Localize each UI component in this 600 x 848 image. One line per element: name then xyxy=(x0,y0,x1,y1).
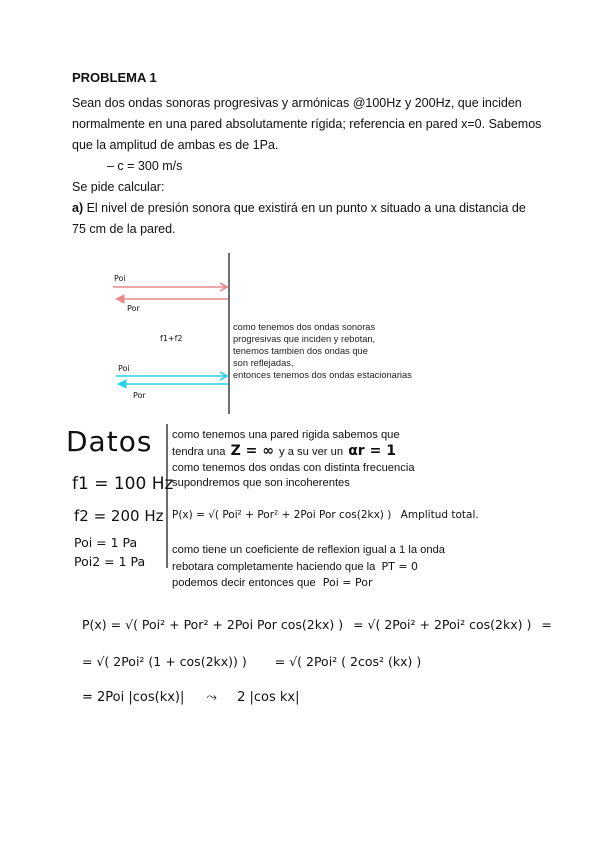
note-rigid-wall-line-1: como tenemos una pared rigida sabemos que xyxy=(172,429,400,441)
diagram-note-line-1: como tenemos dos ondas sonoras xyxy=(233,322,376,332)
problem-ask: Se pide calcular: xyxy=(72,180,165,194)
derivation-line-2-b: = √( 2Poi² ( 2cos² (kx) ) xyxy=(274,654,422,669)
datos-f2: f2 = 200 Hz xyxy=(74,507,164,525)
part-a-text: El nivel de presión sonora que existirá en un punto x situado a una distancia de xyxy=(83,201,526,215)
part-a-label: a) xyxy=(72,201,84,215)
note-reflection-line-3 xyxy=(172,575,373,592)
impedance-infinite: Z = ∞ xyxy=(230,443,274,459)
label-por-1: Por xyxy=(127,304,140,313)
derivation-line-3-a: = 2Poi |cos(kx)| xyxy=(82,690,185,705)
note-incoherent-line-1: como tenemos dos ondas con distinta frecuencia xyxy=(172,462,415,474)
diagram-note-line-4: son reflejadas, xyxy=(233,358,294,368)
problem-intro-line-1: Sean dos ondas sonoras progresivas y armónicas @100Hz y 200Hz, que inciden xyxy=(72,96,522,110)
note-rigid-wall-text-a: tendra una xyxy=(172,446,226,458)
derivation-arrow: ⤳ xyxy=(206,690,217,705)
formula-text: P(x) = √( Poi² + Por² + 2Poi Por cos(2kx) ) xyxy=(172,509,392,521)
datos-poi-2: Poi2 = 1 Pa xyxy=(74,554,146,569)
derivation-line-2-a: = √( 2Poi² (1 + cos(2kx)) ) xyxy=(82,654,247,669)
derivation-line-1 xyxy=(82,617,552,632)
diagram-note xyxy=(233,321,412,381)
note-rigid-wall-text-b: y a su ver un xyxy=(279,446,344,458)
derivation-mid: = √( 2Poi² + 2Poi² cos(2kx) ) xyxy=(353,617,532,632)
note-rigid-wall-line-2 xyxy=(172,444,396,461)
note-reflection-text-b: podemos decir entonces que xyxy=(172,577,316,589)
label-por-2: Por xyxy=(133,391,146,400)
derivation-line-3-b: 2 |cos kx| xyxy=(237,690,300,705)
datos-heading: Datos xyxy=(66,425,153,458)
derivation-line-1-end: = xyxy=(541,617,552,632)
problem-speed: – c = 300 m/s xyxy=(107,159,183,173)
total-amplitude-formula xyxy=(172,509,479,521)
problem-title: PROBLEMA 1 xyxy=(72,70,157,85)
note-reflection-line-2 xyxy=(172,559,418,576)
problem-intro-line-2: normalmente en una pared absolutamente rígida; referencia en pared x=0. Sabemos xyxy=(72,117,542,131)
note-incoherent-line-2: supondremos que son incoherentes xyxy=(172,477,350,489)
problem-part-a-line-2: 75 cm de la pared. xyxy=(72,222,176,236)
formula-tail: Amplitud total. xyxy=(400,509,479,521)
label-poi-1: Poi xyxy=(114,274,126,283)
diagram-note-line-3: tenemos tambien dos ondas que xyxy=(233,346,368,356)
label-poi-2: Poi xyxy=(118,364,130,373)
datos-poi-1: Poi = 1 Pa xyxy=(74,535,138,550)
problem-intro-line-3: que la amplitud de ambas es de 1Pa. xyxy=(72,138,279,152)
datos-f1: f1 = 100 Hz xyxy=(72,474,174,494)
diagram-note-line-2: progresivas que inciden y rebotan, xyxy=(233,334,376,344)
poi-equals-por: Poi = Por xyxy=(322,576,373,589)
derivation-line-2 xyxy=(82,654,421,669)
note-reflection-line-1: como tiene un coeficiente de reflexion igual a 1 la onda xyxy=(172,544,446,556)
transmitted-pressure-zero: PT = 0 xyxy=(381,560,419,573)
reflection-coefficient: αr = 1 xyxy=(348,443,396,459)
derivation-line-3 xyxy=(82,690,299,705)
diagram-note-line-5: entonces tenemos dos ondas estacionarias xyxy=(233,370,412,380)
derivation-lhs: P(x) = √( Poi² + Por² + 2Poi Por cos(2kx) ) xyxy=(82,617,344,632)
note-reflection-text-a: rebotara completamente haciendo que la xyxy=(172,561,376,573)
label-freq-sum: f1+f2 xyxy=(160,334,183,343)
